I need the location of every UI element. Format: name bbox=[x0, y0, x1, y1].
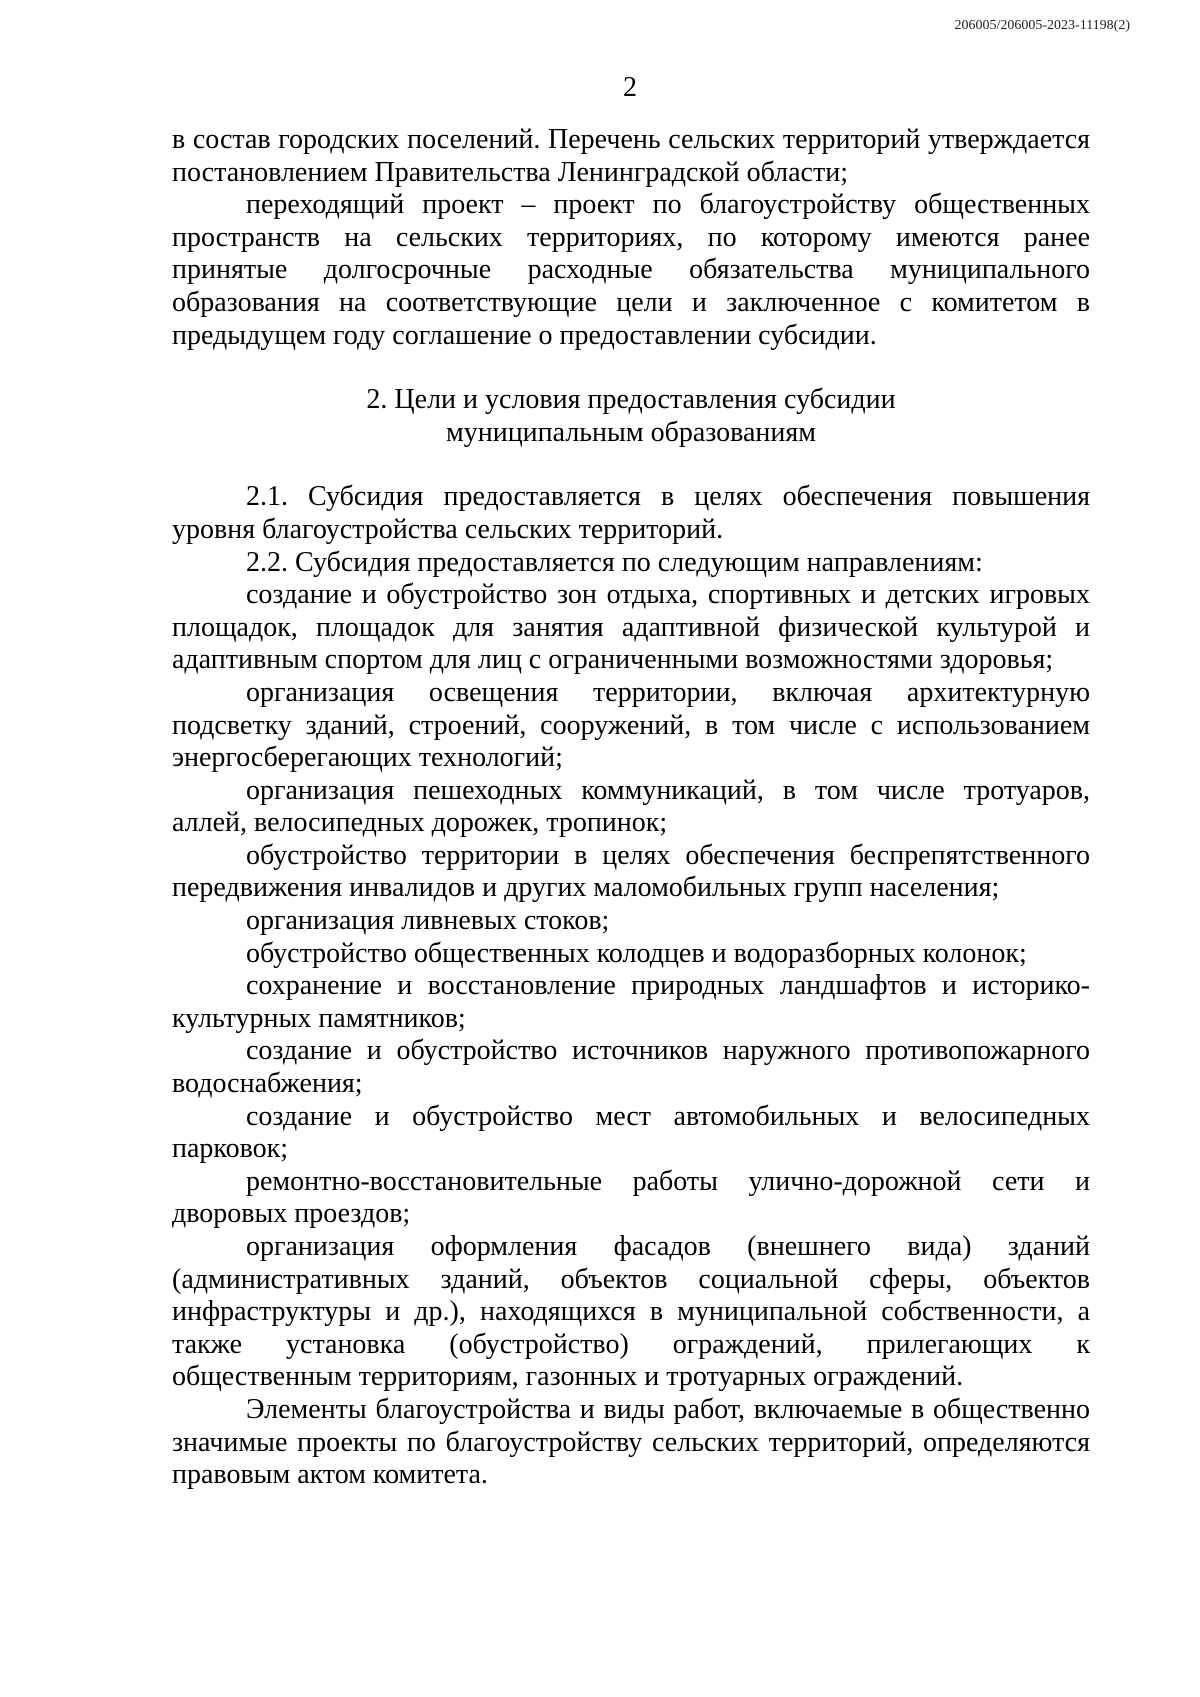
list-item: организация ливневых стоков; bbox=[246, 905, 610, 937]
paragraph-definition: переходящий проект – проект по благоустройству общественных пространств на сельских территориях, по которому имеются ранее принятые долгосрочные расходные обязательства муниципального образования на соответствующие цели и заключенное с комитетом в предыдущем году соглашение о предоставлении субсидии. bbox=[172, 189, 1090, 351]
list-item: создание и обустройство источников наружного противопожарного водоснабжения; bbox=[172, 1035, 1090, 1100]
list-item: организация освещения территории, включая архитектурную подсветку зданий, строений, сооружений, в том числе с использованием энергосберегающих технологий; bbox=[172, 676, 1090, 774]
list-item: создание и обустройство зон отдыха, спортивных и детских игровых площадок, площадок для занятия адаптивной физической культурой и адаптивным спортом для лиц с ограниченными возможностями здоровья; bbox=[172, 579, 1090, 676]
paragraph-2-2: 2.2. Субсидия предоставляется по следующим направлениям: bbox=[246, 546, 983, 578]
list-item: обустройство территории в целях обеспечения беспрепятственного передвижения инвалидов и других маломобильных групп населения; bbox=[172, 839, 1090, 904]
section-heading-line-2: муниципальным образованиям bbox=[446, 416, 816, 448]
list-item: сохранение и восстановление природных ландшафтов и историко-культурных памятников; bbox=[172, 970, 1090, 1034]
page-number: 2 bbox=[623, 72, 637, 103]
section-heading bbox=[172, 384, 1090, 449]
paragraph-final: Элементы благоустройства и виды работ, включаемые в общественно значимые проекты по благоустройству сельских территорий, определяются правовым актом комитета. bbox=[172, 1393, 1090, 1491]
list-item: организация пешеходных коммуникаций, в том числе тротуаров, аллей, велосипедных дорожек, тропинок; bbox=[172, 774, 1090, 839]
document-body bbox=[172, 124, 1090, 1492]
paragraph-2-1: 2.1. Субсидия предоставляется в целях обеспечения повышения уровня благоустройства сельских территорий. bbox=[172, 481, 1090, 545]
document-id: 206005/206005-2023-11198(2) bbox=[954, 18, 1130, 33]
paragraph-continuation: в состав городских поселений. Перечень сельских территорий утверждается постановлением Правительства Ленинградской области; bbox=[172, 124, 1090, 188]
list-item: ремонтно-восстановительные работы улично-дорожной сети и дворовых проездов; bbox=[172, 1165, 1090, 1230]
list-item: организация оформления фасадов (внешнего вида) зданий (административных зданий, объектов социальной сферы, объектов инфраструктуры и др.), находящихся в муниципальной собственности, а также установка (обустройство) ограждений, прилегающих к общественным территориям, газонных и тротуарных ограждений. bbox=[172, 1231, 1090, 1393]
list-item: создание и обустройство мест автомобильных и велосипедных парковок; bbox=[172, 1100, 1090, 1165]
list-item: обустройство общественных колодцев и водоразборных колонок; bbox=[246, 937, 1027, 969]
section-heading-line-1: 2. Цели и условия предоставления субсидии bbox=[366, 384, 896, 416]
